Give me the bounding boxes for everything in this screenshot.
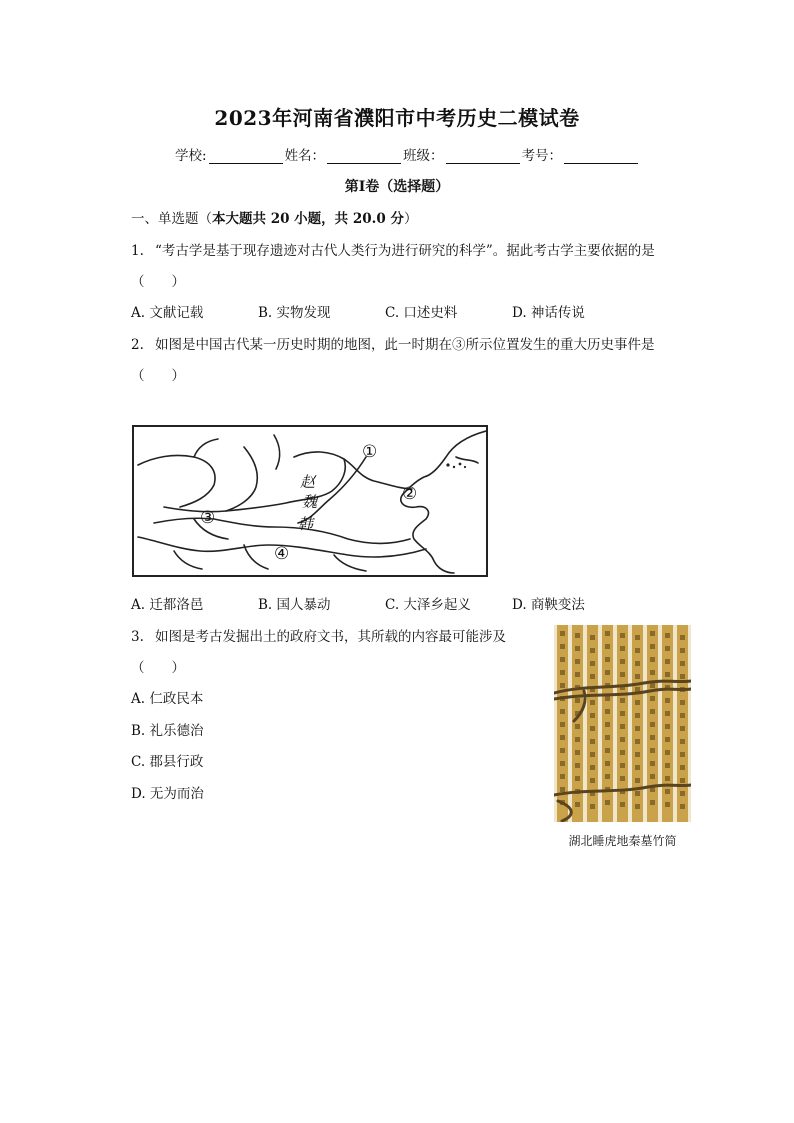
part-title <box>131 207 417 227</box>
section-title: 第I卷（选择题） <box>344 179 450 195</box>
slip-character <box>605 644 610 649</box>
student-info-row <box>175 144 640 164</box>
slip-character <box>575 633 580 638</box>
slip-character <box>575 646 580 651</box>
option-c[interactable]: C. 口述史料 <box>385 305 458 321</box>
slip-character <box>560 774 565 779</box>
slip-character <box>680 739 685 744</box>
slip-character <box>650 800 655 805</box>
slip-character <box>590 726 595 731</box>
slip-character <box>560 644 565 649</box>
slip-character <box>575 802 580 807</box>
slip-character <box>560 722 565 727</box>
slip-character <box>680 700 685 705</box>
map-label-han: 韩 <box>298 515 314 533</box>
part-title-bold: 本大题共 20 小题，共 20.0 分 <box>212 211 404 227</box>
slip-character <box>665 633 670 638</box>
slip-character <box>605 735 610 740</box>
question-3-number: 3. <box>131 629 144 645</box>
bamboo-slips-photo <box>554 625 691 822</box>
slip-character <box>605 709 610 714</box>
slip-character <box>605 761 610 766</box>
question-3-stem <box>131 625 506 645</box>
slip-character <box>575 750 580 755</box>
slip-character <box>635 726 640 731</box>
slip-character <box>680 713 685 718</box>
slip-character <box>635 778 640 783</box>
slip-character <box>665 711 670 716</box>
question-2-stem <box>131 333 655 353</box>
slip-character <box>590 648 595 653</box>
question-1-stem <box>131 239 655 259</box>
option-b[interactable]: B. 国人暴动 <box>258 597 331 613</box>
school-blank[interactable] <box>209 149 283 164</box>
class-label: 班级： <box>403 148 444 164</box>
slip-character <box>620 763 625 768</box>
slip-character <box>635 713 640 718</box>
slip-character <box>635 752 640 757</box>
slip-character <box>590 804 595 809</box>
historical-map <box>132 425 488 577</box>
slip-character <box>650 644 655 649</box>
slip-character <box>680 765 685 770</box>
school-label: 学校: <box>175 148 207 164</box>
slip-character <box>635 635 640 640</box>
slip-character <box>560 735 565 740</box>
slip-character <box>560 657 565 662</box>
slip-character <box>560 761 565 766</box>
option-a[interactable]: A. 文献记载 <box>131 305 204 321</box>
slip-character <box>665 724 670 729</box>
map-label-3: ③ <box>200 508 216 528</box>
slip-character <box>650 709 655 714</box>
question-2-number: 2. <box>131 337 144 353</box>
slip-character <box>635 739 640 744</box>
slip-character <box>650 683 655 688</box>
slip-character <box>665 646 670 651</box>
slip-character <box>605 748 610 753</box>
question-2-paren: （ ） <box>131 368 185 384</box>
exam-title: 2023年河南省濮阳市中考历史二模试卷 <box>214 106 580 130</box>
slip-character <box>575 776 580 781</box>
map-label-wei: 魏 <box>302 493 318 511</box>
question-3-paren: （ ） <box>131 660 185 676</box>
photo-caption: 湖北睡虎地秦墓竹简 <box>568 834 677 848</box>
map-label-4: ④ <box>274 544 290 564</box>
slip-character <box>590 661 595 666</box>
slip-character <box>560 709 565 714</box>
bamboo-slips-drawing <box>554 625 691 822</box>
slip-character <box>680 661 685 666</box>
slip-character <box>590 778 595 783</box>
slip-character <box>680 791 685 796</box>
slip-character <box>590 765 595 770</box>
slip-character <box>590 700 595 705</box>
slip-character <box>575 698 580 703</box>
slip-character <box>635 765 640 770</box>
slip-character <box>680 648 685 653</box>
slip-character <box>605 631 610 636</box>
option-d[interactable]: D. 神话传说 <box>512 305 585 321</box>
map-drawing <box>134 427 486 575</box>
slip-character <box>620 698 625 703</box>
slip-character <box>665 659 670 664</box>
slip-character <box>650 696 655 701</box>
slip-character <box>605 657 610 662</box>
map-label-2: ② <box>402 484 418 504</box>
question-1-number: 1. <box>131 243 144 259</box>
slip-character <box>620 672 625 677</box>
slip-character <box>635 791 640 796</box>
slip-character <box>680 752 685 757</box>
slip-character <box>665 789 670 794</box>
question-1-options <box>131 301 639 321</box>
slip-character <box>605 670 610 675</box>
slip-character <box>620 724 625 729</box>
option-c[interactable]: C. 郡县行政 <box>131 754 204 770</box>
slip-character <box>665 802 670 807</box>
slip-character <box>650 631 655 636</box>
slip-character <box>620 737 625 742</box>
question-2-options <box>131 593 639 613</box>
slip-character <box>605 722 610 727</box>
number-label: 考号： <box>521 148 563 164</box>
slip-character <box>560 631 565 636</box>
slip-character <box>635 804 640 809</box>
slip-character <box>575 763 580 768</box>
slip-character <box>680 674 685 679</box>
class-blank[interactable] <box>446 149 520 164</box>
slip-character <box>575 659 580 664</box>
question-2-text: 如图是中国古代某一历史时期的地图，此一时期在③所示位置发生的重大历史事件是 <box>155 337 655 353</box>
option-d[interactable]: D. 无为而治 <box>131 785 204 802</box>
slip-character <box>575 672 580 677</box>
slip-character <box>575 724 580 729</box>
question-1-paren: （ ） <box>131 274 185 290</box>
slip-character <box>635 661 640 666</box>
slip-character <box>590 752 595 757</box>
name-label: 姓名： <box>284 148 326 164</box>
slip-character <box>620 633 625 638</box>
slip-character <box>665 737 670 742</box>
slip-character <box>680 726 685 731</box>
option-d[interactable]: D. 商鞅变法 <box>512 597 585 613</box>
question-3-options <box>131 687 204 813</box>
slip-character <box>665 776 670 781</box>
number-blank[interactable] <box>564 149 638 164</box>
slip-character <box>635 700 640 705</box>
slip-character <box>650 657 655 662</box>
slip-character <box>635 674 640 679</box>
slip-character <box>620 776 625 781</box>
option-c[interactable]: C. 大泽乡起义 <box>385 597 471 613</box>
slip-character <box>635 648 640 653</box>
slip-character <box>650 735 655 740</box>
slip-character <box>590 635 595 640</box>
part-title-suffix: ） <box>403 211 418 227</box>
slip-character <box>620 802 625 807</box>
slip-character <box>665 750 670 755</box>
slip-character <box>650 670 655 675</box>
slip-character <box>650 774 655 779</box>
slip-character <box>605 696 610 701</box>
question-3-text: 如图是考古发掘出土的政府文书，其所载的内容最可能涉及 <box>155 629 506 645</box>
map-label-1: ① <box>362 442 378 462</box>
slip-character <box>665 763 670 768</box>
option-a[interactable]: A. 迁都洛邑 <box>131 597 204 613</box>
slip-character <box>650 748 655 753</box>
slip-character <box>560 748 565 753</box>
part-title-prefix: 一、单选题（ <box>131 211 212 227</box>
slip-character <box>590 739 595 744</box>
slip-character <box>680 778 685 783</box>
slip-character <box>680 635 685 640</box>
option-b[interactable]: B. 实物发现 <box>258 305 331 321</box>
slip-character <box>620 646 625 651</box>
question-1-text: “考古学是基于现存遗迹对古代人类行为进行研究的科学”。据此考古学主要依据的是 <box>155 243 655 259</box>
name-blank[interactable] <box>327 149 401 164</box>
slip-character <box>665 672 670 677</box>
slip-character <box>650 722 655 727</box>
slip-character <box>665 698 670 703</box>
slip-character <box>560 683 565 688</box>
slip-character <box>680 804 685 809</box>
option-b[interactable]: B. 礼乐德治 <box>131 722 204 739</box>
slip-character <box>590 674 595 679</box>
map-label-zhao: 赵 <box>300 473 316 491</box>
slip-character <box>620 659 625 664</box>
slip-character <box>590 713 595 718</box>
slip-character <box>605 800 610 805</box>
option-a[interactable]: A. 仁政民本 <box>131 691 204 707</box>
slip-character <box>605 774 610 779</box>
slip-character <box>575 737 580 742</box>
slip-character <box>560 787 565 792</box>
slip-character <box>650 761 655 766</box>
slip-character <box>620 711 625 716</box>
slip-character <box>560 670 565 675</box>
slip-character <box>620 750 625 755</box>
